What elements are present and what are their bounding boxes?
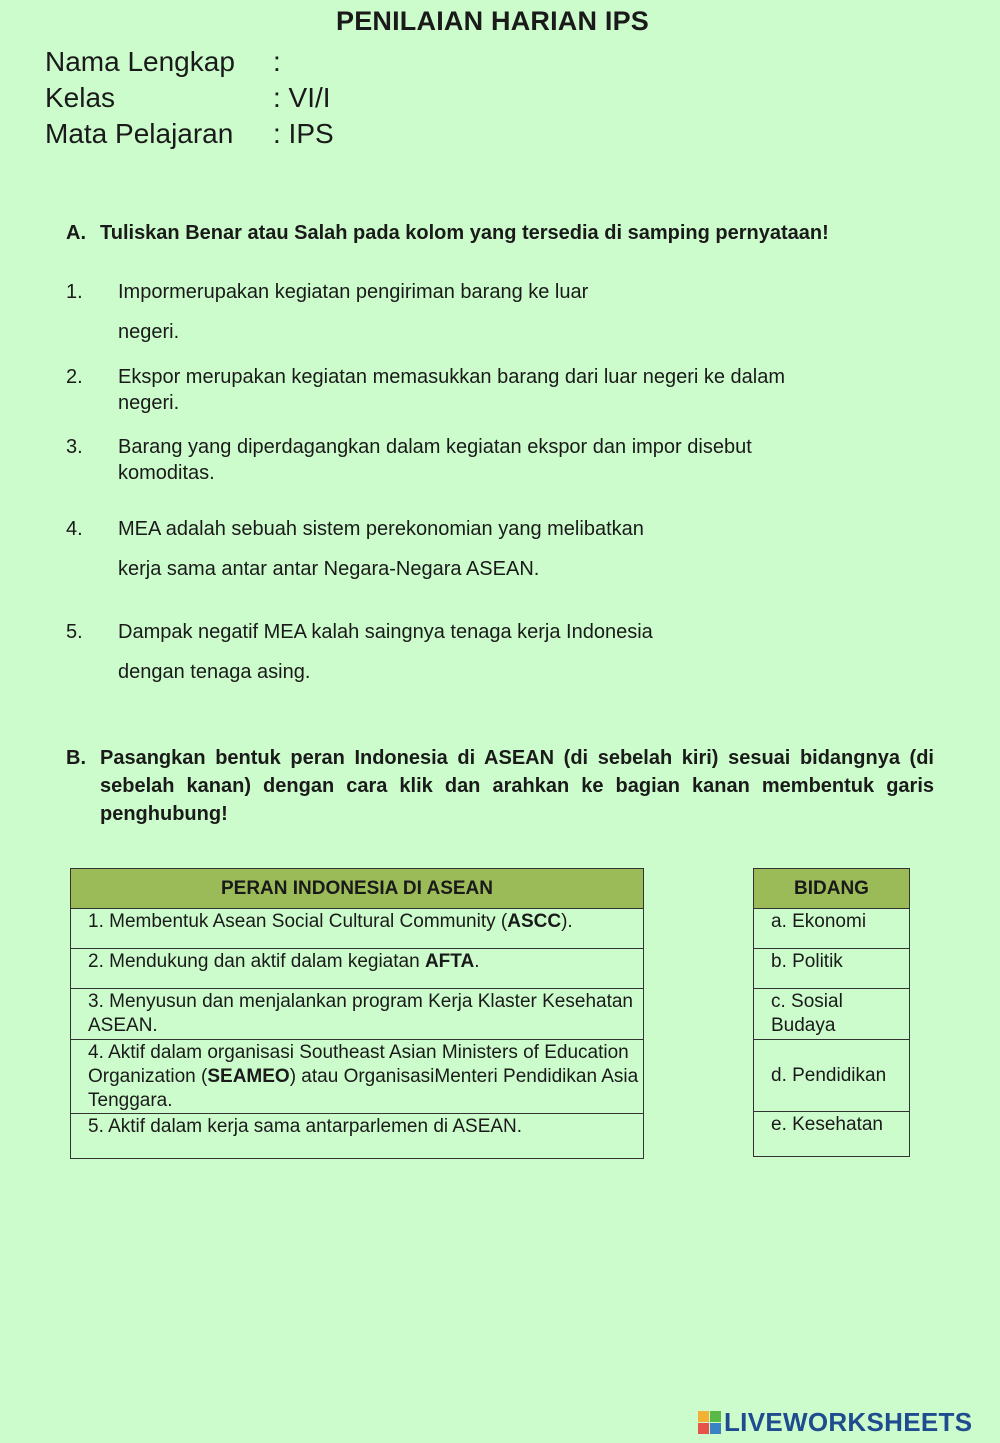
- question-number: 5.: [66, 621, 83, 643]
- role-text: 3. Menyusun dan menjalankan program Kerja Klaster Kesehatan ASEAN.: [88, 991, 633, 1036]
- role-text-bold: SEAMEO: [207, 1066, 290, 1087]
- question-line: Impormerupakan kegiatan pengiriman barang ke luar: [118, 281, 589, 303]
- fields-table: [753, 868, 910, 1157]
- table-header: BIDANG: [754, 869, 910, 909]
- info-row-class: [45, 82, 331, 114]
- section-letter: B.: [66, 747, 86, 769]
- role-text: 4. Aktif dalam organisasi Southeast Asian Ministers of Education Organization (: [88, 1042, 629, 1087]
- info-value: :: [273, 46, 281, 77]
- question-line: Barang yang diperdagangkan dalam kegiatan ekspor dan impor disebut: [118, 436, 752, 458]
- role-text-bold: AFTA: [424, 951, 475, 972]
- role-item[interactable]: [71, 1040, 644, 1114]
- logo-mark-square: [710, 1411, 721, 1422]
- question-line: MEA adalah sebuah sistem perekonomian yang melibatkan: [118, 518, 644, 540]
- field-item[interactable]: d. Pendidikan: [754, 1040, 910, 1112]
- field-item[interactable]: e. Kesehatan: [754, 1112, 910, 1157]
- question-line: komoditas.: [118, 462, 215, 484]
- section-b-heading: [66, 744, 934, 828]
- role-text-bold: ASCC: [507, 911, 562, 932]
- logo-mark-square: [698, 1411, 709, 1422]
- question-number: 4.: [66, 518, 83, 540]
- liveworksheets-logo: [698, 1407, 972, 1438]
- field-item[interactable]: a. Ekonomi: [754, 909, 910, 949]
- info-row-subject: [45, 118, 334, 150]
- section-letter: A.: [66, 222, 86, 244]
- info-value: : IPS: [273, 118, 334, 149]
- question-line: negeri.: [118, 321, 180, 343]
- section-instruction: Tuliskan Benar atau Salah pada kolom yang tersedia di samping pernyataan!: [100, 222, 829, 244]
- section-a-heading: [66, 222, 829, 245]
- roles-table: [70, 868, 644, 1159]
- field-item[interactable]: b. Politik: [754, 949, 910, 989]
- question-line: Dampak negatif MEA kalah saingnya tenaga kerja Indonesia: [118, 621, 653, 643]
- question-line: kerja sama antar antar Negara-Negara ASEAN.: [118, 558, 540, 580]
- role-item[interactable]: [71, 1114, 644, 1159]
- role-text: 1. Membentuk Asean Social Cultural Community (: [88, 911, 508, 932]
- question-number: 3.: [66, 436, 83, 458]
- info-label: Mata Pelajaran: [45, 118, 234, 149]
- question-line: Ekspor merupakan kegiatan memasukkan barang dari luar negeri ke dalam: [118, 366, 786, 388]
- logo-mark-square: [698, 1423, 709, 1434]
- info-value: : VI/I: [273, 82, 331, 113]
- role-text: .: [474, 951, 480, 972]
- role-item[interactable]: [71, 909, 644, 949]
- info-label: Kelas: [45, 82, 116, 113]
- question-line: negeri.: [118, 392, 180, 414]
- question-number: 2.: [66, 366, 83, 388]
- page-title: PENILAIAN HARIAN IPS: [335, 6, 650, 36]
- info-row-name: [45, 46, 281, 78]
- role-text: ).: [561, 911, 573, 932]
- table-header: PERAN INDONESIA DI ASEAN: [71, 869, 644, 909]
- logo-text: LIVEWORKSHEETS: [724, 1407, 973, 1437]
- logo-mark-icon: [698, 1411, 721, 1434]
- field-item[interactable]: c. Sosial Budaya: [754, 989, 910, 1040]
- logo-mark-square: [710, 1423, 721, 1434]
- question-number: 1.: [66, 281, 83, 303]
- role-text: 5. Aktif dalam kerja sama antarparlemen di ASEAN.: [88, 1116, 523, 1137]
- info-label: Nama Lengkap: [45, 46, 235, 77]
- question-line: dengan tenaga asing.: [118, 661, 311, 683]
- role-item[interactable]: [71, 949, 644, 989]
- role-text: 2. Mendukung dan aktif dalam kegiatan: [88, 951, 425, 972]
- role-item[interactable]: [71, 989, 644, 1040]
- section-instruction: Pasangkan bentuk peran Indonesia di ASEAN (di sebelah kiri) sesuai bidangnya (di sebelah kanan) dengan cara klik dan arahkan ke bagian kanan membentuk garis penghubung!: [100, 747, 934, 825]
- role-text: ) atau OrganisasiMenteri Pendidikan Asia Tenggara.: [88, 1066, 639, 1111]
